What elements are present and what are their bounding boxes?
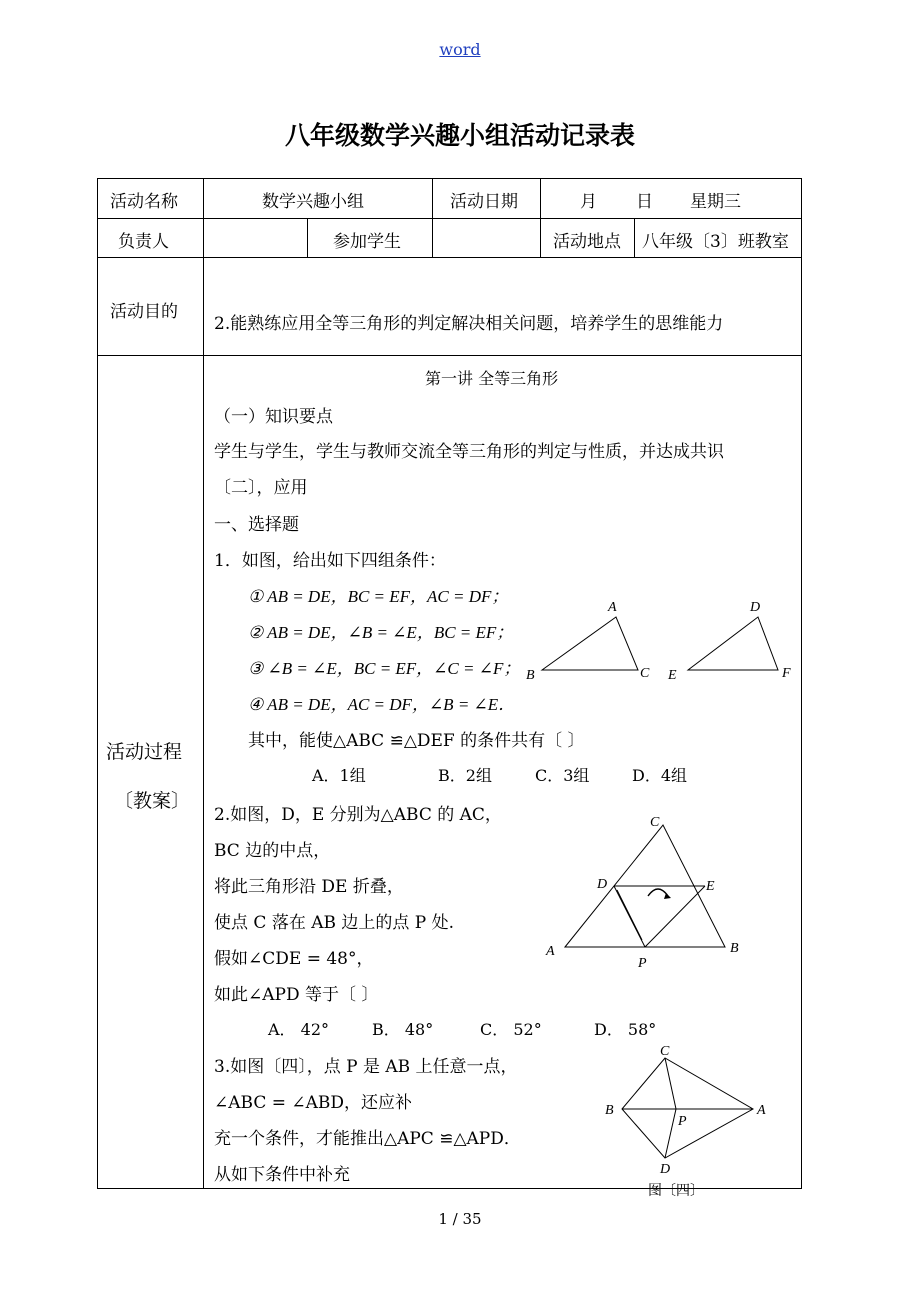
page-title: 八年级数学兴趣小组活动记录表 <box>284 121 635 150</box>
activity-date-label: 活动日期 <box>450 192 518 212</box>
process-sub-label: 〔教案〕 <box>114 790 191 812</box>
page-number: 1 / 35 <box>438 1210 482 1228</box>
purpose-label: 活动目的 <box>110 302 178 322</box>
section-application: 〔二〕，应用 <box>214 478 308 498</box>
fig1-label-e: E <box>668 668 677 683</box>
q2-line-3: 将此三角形沿 DE 折叠， <box>214 877 404 897</box>
date-month: 月 <box>580 192 597 212</box>
lesson-title: 第一讲 全等三角形 <box>425 369 559 388</box>
figure-4-kite <box>598 1042 778 1177</box>
q2-line-2: BC 边的中点， <box>214 841 331 861</box>
fig4-label-d: D <box>660 1162 671 1177</box>
q1-option-a: A．1组 <box>312 766 366 785</box>
fig1-label-b: B <box>526 668 535 683</box>
figure-1-triangles <box>520 595 800 690</box>
date-weekday: 星期三 <box>690 192 741 212</box>
figure-4-caption: 图〔四〕 <box>648 1183 704 1199</box>
q3-line-1: 3.如图〔四〕，点 P 是 AB 上任意一点， <box>214 1057 518 1077</box>
figure-2-folded-triangle <box>540 810 760 970</box>
q2-option-d: D． 58° <box>594 1020 657 1039</box>
q2-line-6: 如此∠APD 等于〔 〕 <box>214 985 379 1005</box>
q1-condition-4: ④ AB = DE，AC = DF，∠B = ∠E． <box>248 695 516 714</box>
q1-question: 其中，能使△ABC ≌△DEF 的条件共有〔 〕 <box>248 731 585 751</box>
q1-condition-2: ② AB = DE，∠B = ∠E，BC = EF； <box>248 623 514 642</box>
header-word-link[interactable]: word <box>439 40 481 59</box>
place-label: 活动地点 <box>553 232 621 252</box>
q3-line-2: ∠ABC = ∠ABD，还应补 <box>214 1093 413 1113</box>
fig2-label-e: E <box>706 879 715 894</box>
fig1-label-a: A <box>608 600 617 615</box>
q1-condition-1: ① AB = DE，BC = EF，AC = DF； <box>248 587 509 606</box>
students-label: 参加学生 <box>333 232 401 252</box>
q3-line-3: 充一个条件，才能推出△APC ≌△APD． <box>214 1129 521 1149</box>
fig2-label-d: D <box>597 877 608 892</box>
fig2-label-b: B <box>730 941 739 956</box>
q2-option-b: B． 48° <box>372 1020 434 1039</box>
fig1-label-d: D <box>750 600 761 615</box>
fig4-label-p: P <box>678 1114 687 1129</box>
q1-option-b: B．2组 <box>438 766 492 785</box>
q1-condition-3: ③ ∠B = ∠E，BC = EF，∠C = ∠F； <box>248 659 521 678</box>
q2-option-c: C． 52° <box>480 1020 542 1039</box>
purpose-value: 2.能熟练应用全等三角形的判定解决相关问题，培养学生的思维能力 <box>214 314 724 334</box>
q3-line-4: 从如下条件中补充 <box>214 1165 350 1185</box>
date-day: 日 <box>636 192 653 212</box>
q2-line-5: 假如∠CDE = 48°， <box>214 949 374 969</box>
q1-option-d: D．4组 <box>632 766 688 785</box>
section-knowledge-text: 学生与学生，学生与教师交流全等三角形的判定与性质，并达成共识 <box>214 442 724 462</box>
fig4-label-a: A <box>757 1103 766 1118</box>
q2-line-1: 2.如图，D，E 分别为△ABC 的 AC， <box>214 805 502 825</box>
fig2-label-a: A <box>546 944 555 959</box>
place-value: 八年级〔3〕班教室 <box>642 232 789 252</box>
fold-arrow-icon <box>648 889 668 896</box>
activity-name-value: 数学兴趣小组 <box>262 192 364 212</box>
q1-option-c: C．3组 <box>535 766 590 785</box>
fig4-label-c: C <box>660 1044 670 1059</box>
fig1-label-c: C <box>640 666 650 681</box>
q2-line-4: 使点 C 落在 AB 边上的点 P 处. <box>214 913 455 933</box>
part-choice: 一、选择题 <box>214 515 299 535</box>
fig1-label-f: F <box>782 666 791 681</box>
q2-option-a: A． 42° <box>268 1020 330 1039</box>
fig2-label-c: C <box>650 815 660 830</box>
process-label: 活动过程 <box>106 741 183 763</box>
q1-stem: 1．如图，给出如下四组条件： <box>214 551 446 571</box>
fig2-label-p: P <box>638 956 647 970</box>
activity-name-label: 活动名称 <box>110 192 178 212</box>
fig4-label-b: B <box>605 1103 614 1118</box>
leader-label: 负责人 <box>118 232 169 252</box>
section-knowledge: （一）知识要点 <box>214 407 333 427</box>
